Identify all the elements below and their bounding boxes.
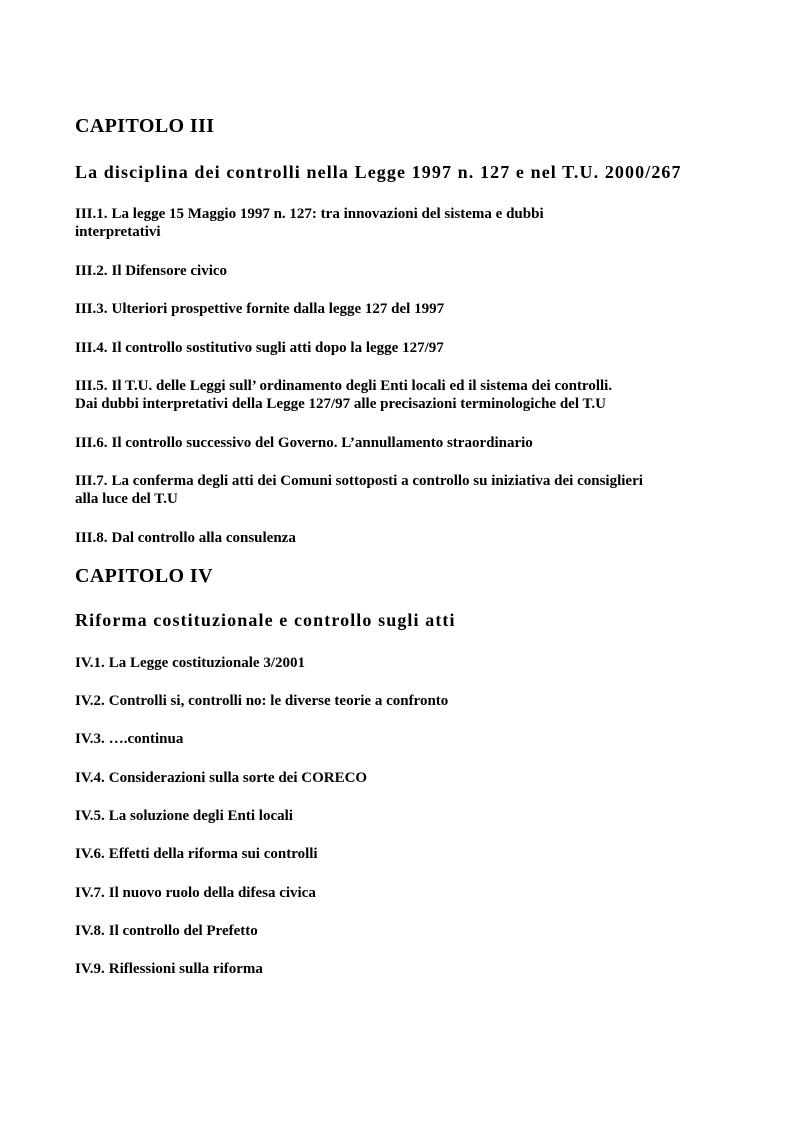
toc-entry (75, 205, 544, 241)
toc-entry-number: III.3. (75, 301, 108, 317)
toc-entry-line (75, 960, 263, 978)
toc-entry (75, 807, 293, 825)
toc-entry-text: Considerazioni sulla sorte dei CORECO (108, 770, 368, 786)
toc-entry-line (75, 529, 296, 547)
toc-entry-text: Dai dubbi interpretativi della Legge 127/97 alle precisazioni terminologiche del T.U (75, 396, 606, 412)
toc-entry-number: III.1. (75, 206, 108, 222)
toc-entry-text: Ulteriori prospettive fornite dalla legge 127 del 1997 (111, 301, 445, 317)
toc-entry-line (75, 769, 367, 787)
toc-entry (75, 654, 305, 672)
toc-entry-number: IV.1. (75, 655, 105, 671)
toc-entry-line (75, 654, 305, 672)
toc-entry-text: Effetti della riforma sui controlli (108, 846, 318, 862)
toc-entry-line (75, 205, 544, 223)
toc-entry-text: alla luce del T.U (75, 491, 178, 507)
toc-entry-line (75, 807, 293, 825)
chapter-subtitle: Riforma costituzionale e controllo sugli atti (75, 610, 456, 630)
toc-entry-line (75, 339, 444, 357)
toc-entry-text: Riflessioni sulla riforma (108, 961, 263, 977)
toc-entry-number: III.5. (75, 378, 108, 394)
toc-entry-line (75, 922, 258, 940)
toc-entry (75, 529, 296, 547)
toc-entry (75, 262, 227, 280)
toc-entry-text: Il controllo sostitutivo sugli atti dopo la legge 127/97 (111, 340, 444, 356)
toc-entry-number: III.4. (75, 340, 108, 356)
chapter-title: CAPITOLO IV (75, 565, 213, 587)
toc-entry-number: IV.2. (75, 693, 105, 709)
toc-entry-line (75, 262, 227, 280)
toc-entry-number: III.7. (75, 473, 108, 489)
toc-entry-text: interpretativi (75, 224, 161, 240)
toc-entry-line (75, 884, 316, 902)
toc-entry (75, 730, 183, 748)
toc-entry-line (75, 434, 533, 452)
toc-entry-line (75, 845, 318, 863)
toc-entry-text: La soluzione degli Enti locali (108, 808, 293, 824)
toc-entry (75, 472, 643, 508)
toc-entry (75, 434, 533, 452)
toc-entry-text: La legge 15 Maggio 1997 n. 127: tra innovazioni del sistema e dubbi (111, 206, 544, 222)
toc-entry (75, 339, 444, 357)
toc-entry (75, 884, 316, 902)
toc-entry-text: La Legge costituzionale 3/2001 (108, 655, 305, 671)
toc-entry (75, 845, 318, 863)
toc-entry (75, 692, 448, 710)
toc-entry-number: IV.9. (75, 961, 105, 977)
toc-entry-line (75, 377, 612, 395)
toc-entry-text: Il T.U. delle Leggi sull’ ordinamento degli Enti locali ed il sistema dei controlli. (111, 378, 613, 394)
toc-entry (75, 377, 612, 413)
toc-entry-number: IV.3. (75, 731, 105, 747)
toc-entry-text: Dal controllo alla consulenza (111, 530, 296, 546)
toc-entry-number: III.6. (75, 435, 108, 451)
toc-entry (75, 960, 263, 978)
toc-entry-number: IV.8. (75, 923, 105, 939)
toc-entry (75, 769, 367, 787)
toc-entry-text: Controlli si, controlli no: le diverse teorie a confronto (108, 693, 449, 709)
toc-entry-text: Il controllo del Prefetto (108, 923, 258, 939)
toc-entry (75, 922, 258, 940)
toc-entry-text: Il Difensore civico (111, 263, 228, 279)
toc-entry-number: III.8. (75, 530, 108, 546)
toc-entry-text: La conferma degli atti dei Comuni sottoposti a controllo su iniziativa dei consiglieri (111, 473, 643, 489)
toc-entry-number: IV.4. (75, 770, 105, 786)
toc-entry-number: III.2. (75, 263, 108, 279)
toc-entry-number: IV.5. (75, 808, 105, 824)
chapter-subtitle: La disciplina dei controlli nella Legge 1997 n. 127 e nel T.U. 2000/267 (75, 162, 682, 182)
toc-entry-text: Il controllo successivo del Governo. L’annullamento straordinario (111, 435, 533, 451)
toc-entry-number: IV.6. (75, 846, 105, 862)
toc-entry-line (75, 730, 183, 748)
toc-entry (75, 300, 444, 318)
toc-entry-text: ….continua (108, 731, 184, 747)
toc-entry-text: Il nuovo ruolo della difesa civica (108, 885, 316, 901)
toc-entry-line (75, 300, 444, 318)
toc-entry-number: IV.7. (75, 885, 105, 901)
toc-entry-line (75, 472, 643, 490)
toc-entry-line (75, 692, 448, 710)
chapter-title: CAPITOLO III (75, 115, 215, 137)
